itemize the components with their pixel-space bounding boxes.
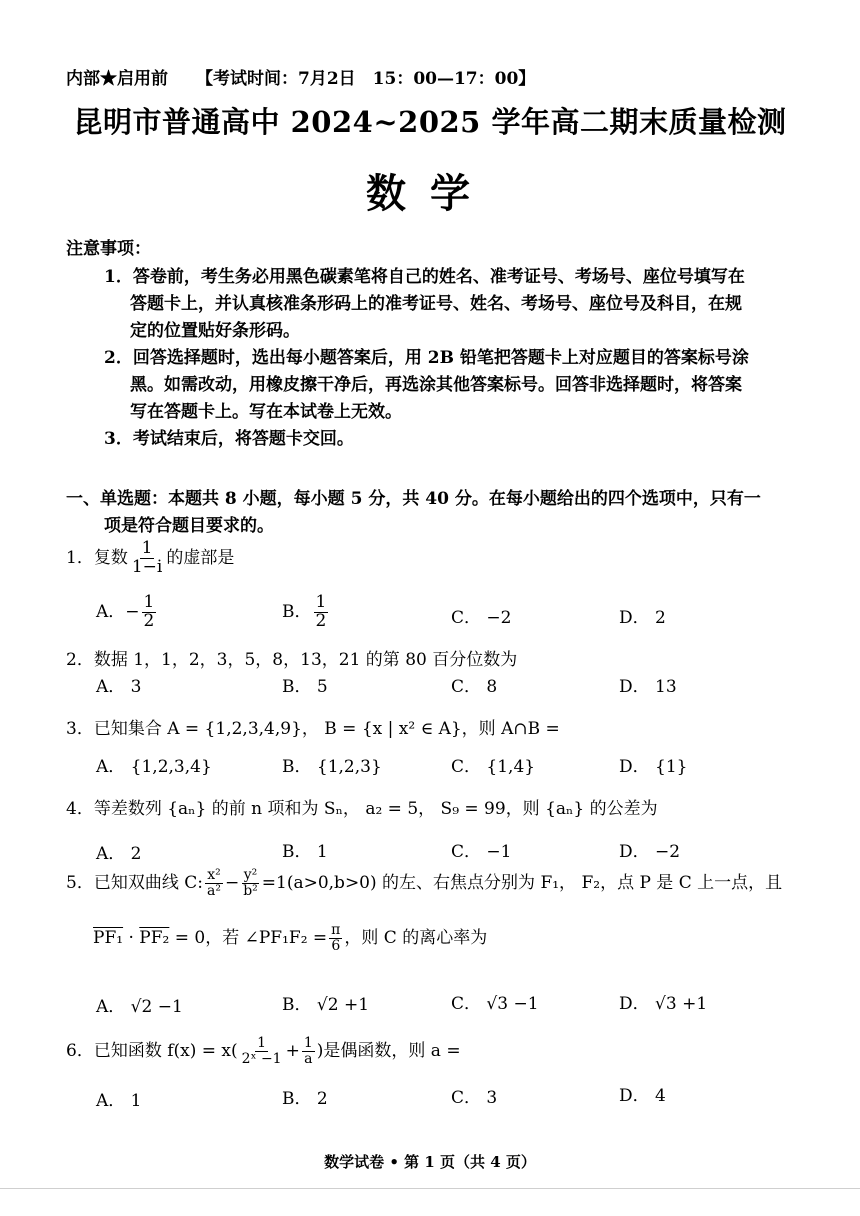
question-5-option-a: A． √2 −1 bbox=[96, 997, 183, 1017]
page-footer: 数学试卷 • 第 1 页（共 4 页） bbox=[324, 1153, 536, 1171]
exam-header-line bbox=[66, 64, 535, 89]
question-5-option-d: D． √3 +1 bbox=[619, 994, 708, 1014]
question-number: 4． bbox=[66, 799, 94, 819]
notice-heading: 注意事项： bbox=[66, 239, 151, 259]
plus-sign: + bbox=[285, 1041, 300, 1061]
question-number: 3． bbox=[66, 719, 94, 739]
fraction-denominator: 6 bbox=[331, 938, 341, 954]
fraction-denominator: 2ˣ −1 bbox=[241, 1051, 282, 1067]
question-4-option-d: D． −2 bbox=[619, 842, 681, 862]
fraction-denominator: 1−i bbox=[131, 556, 163, 577]
minus-sign: − bbox=[125, 601, 140, 622]
vector-pf2: PF₂ bbox=[139, 928, 170, 948]
question-2-option-a: A． 3 bbox=[96, 677, 142, 697]
notice-item-1-line-2: 答题卡上，并认真核准条形码上的准考证号、姓名、考场号、座位号及科目，在规 bbox=[130, 294, 742, 314]
fraction bbox=[240, 1036, 284, 1066]
fraction-numerator: 1 bbox=[143, 592, 155, 612]
page-bottom-divider bbox=[0, 1188, 860, 1189]
question-text: ，则 C 的离心率为 bbox=[344, 928, 488, 948]
question-text: 已知集合 A = {1,2,3,4,9}， B = {x | x² ∈ A}，则 A∩B = bbox=[93, 719, 560, 739]
question-2-stem bbox=[66, 645, 517, 670]
fraction-numerator: 1 bbox=[141, 538, 153, 558]
question-3-option-c: C． {1,4} bbox=[451, 757, 536, 777]
question-number: 6． bbox=[66, 1041, 94, 1061]
question-text: = 0，若 ∠PF₁F₂ = bbox=[169, 928, 328, 948]
fraction bbox=[314, 594, 329, 631]
question-text: 的虚部是 bbox=[166, 547, 235, 568]
fraction bbox=[130, 540, 165, 577]
question-4-option-c: C． −1 bbox=[451, 842, 512, 862]
question-1-stem bbox=[66, 540, 234, 577]
fraction-numerator: 1 bbox=[257, 1035, 267, 1052]
exam-title: 昆明市普通高中 2024~2025 学年高二期末质量检测 bbox=[73, 105, 787, 139]
question-5-option-c: C． √3 −1 bbox=[451, 994, 539, 1014]
question-6-option-d: D． 4 bbox=[619, 1086, 666, 1106]
question-text: 已知双曲线 C: bbox=[93, 873, 203, 893]
question-text: 数据 1，1，2，3，5，8，13，21 的第 80 百分位数为 bbox=[93, 650, 518, 670]
fraction-denominator: 2 bbox=[143, 610, 155, 631]
question-3-option-d: D． {1} bbox=[619, 757, 688, 777]
question-2-option-c: C． 8 bbox=[451, 677, 498, 697]
dot-operator: · bbox=[123, 928, 140, 948]
fraction bbox=[302, 1036, 315, 1066]
question-4-option-a: A． 2 bbox=[96, 844, 142, 864]
question-6-option-a: A． 1 bbox=[96, 1091, 142, 1111]
question-5-stem-line-2 bbox=[93, 923, 487, 954]
question-5-option-b: B． √2 +1 bbox=[282, 995, 370, 1015]
fraction-denominator: a² bbox=[206, 883, 221, 899]
fraction bbox=[241, 868, 260, 898]
question-5-stem-line-1 bbox=[66, 868, 782, 899]
question-6-stem bbox=[66, 1036, 461, 1067]
question-number: 1． bbox=[66, 547, 94, 568]
confidential-label: 内部★启用前 bbox=[66, 69, 168, 89]
fraction bbox=[142, 594, 157, 631]
question-text: 已知函数 f(x) = x( bbox=[93, 1041, 238, 1061]
question-3-option-b: B． {1,2,3} bbox=[282, 757, 382, 777]
question-3-option-a: A． {1,2,3,4} bbox=[96, 757, 212, 777]
fraction bbox=[205, 868, 223, 898]
minus-sign: − bbox=[224, 873, 240, 893]
question-text: 等差数列 {aₙ} 的前 n 项和为 Sₙ， a₂ = 5， S₉ = 99，则 {aₙ} 的公差为 bbox=[93, 799, 658, 819]
notice-item-1-line-3: 定的位置贴好条形码。 bbox=[130, 321, 300, 341]
question-3-stem bbox=[66, 714, 560, 739]
fraction bbox=[329, 923, 342, 953]
fraction-numerator: 1 bbox=[303, 1035, 313, 1052]
question-6-option-c: C． 3 bbox=[451, 1088, 498, 1108]
question-4-option-b: B． 1 bbox=[282, 842, 328, 862]
notice-item-1-line-1: 1．答卷前，考生务必用黑色碳素笔将自己的姓名、准考证号、考场号、座位号填写在 bbox=[104, 267, 745, 287]
question-text: =1(a>0,b>0) 的左、右焦点分别为 F₁， F₂，点 P 是 C 上一点，且 bbox=[261, 873, 783, 893]
section-1-instructions-line-2: 项是符合题目要求的。 bbox=[104, 516, 274, 536]
question-1-option-c: C． −2 bbox=[451, 608, 512, 628]
question-2-option-d: D． 13 bbox=[619, 677, 677, 697]
fraction-numerator: 1 bbox=[315, 592, 327, 612]
question-4-stem bbox=[66, 794, 658, 819]
section-1-instructions-line-1: 一、单选题：本题共 8 小题，每小题 5 分，共 40 分。在每小题给出的四个选项中，只有一 bbox=[66, 489, 761, 509]
subject-title: 数学 bbox=[366, 170, 494, 217]
option-label: B． bbox=[282, 601, 312, 622]
fraction-denominator: b² bbox=[243, 883, 258, 899]
question-number: 2． bbox=[66, 650, 94, 670]
vector-pf1: PF₁ bbox=[93, 928, 124, 948]
notice-item-2-line-2: 黑。如需改动，用橡皮擦干净后，再选涂其他答案标号。回答非选择题时，将答案 bbox=[130, 375, 742, 395]
fraction-numerator: y² bbox=[243, 867, 258, 884]
notice-item-2-line-3: 写在答题卡上。写在本试卷上无效。 bbox=[130, 402, 402, 422]
question-6-option-b: B． 2 bbox=[282, 1089, 328, 1109]
question-1-option-a bbox=[96, 594, 158, 631]
question-1-option-b bbox=[282, 594, 330, 631]
question-2-option-b: B． 5 bbox=[282, 677, 328, 697]
option-label: A． bbox=[96, 601, 126, 622]
fraction-denominator: a bbox=[304, 1051, 313, 1067]
question-number: 5． bbox=[66, 873, 94, 893]
notice-item-3-line-1: 3．考试结束后，将答题卡交回。 bbox=[104, 429, 354, 449]
exam-time: 【考试时间：7月2日 15：00—17：00】 bbox=[196, 69, 536, 89]
fraction-numerator: π bbox=[331, 922, 341, 939]
fraction-numerator: x² bbox=[207, 867, 221, 884]
notice-item-2-line-1: 2．回答选择题时，选出每小题答案后，用 2B 铅笔把答题卡上对应题目的答案标号涂 bbox=[104, 348, 749, 368]
question-1-option-d: D． 2 bbox=[619, 608, 666, 628]
question-text: 复数 bbox=[93, 547, 128, 568]
question-text: )是偶函数，则 a = bbox=[316, 1041, 461, 1061]
fraction-denominator: 2 bbox=[315, 610, 327, 631]
